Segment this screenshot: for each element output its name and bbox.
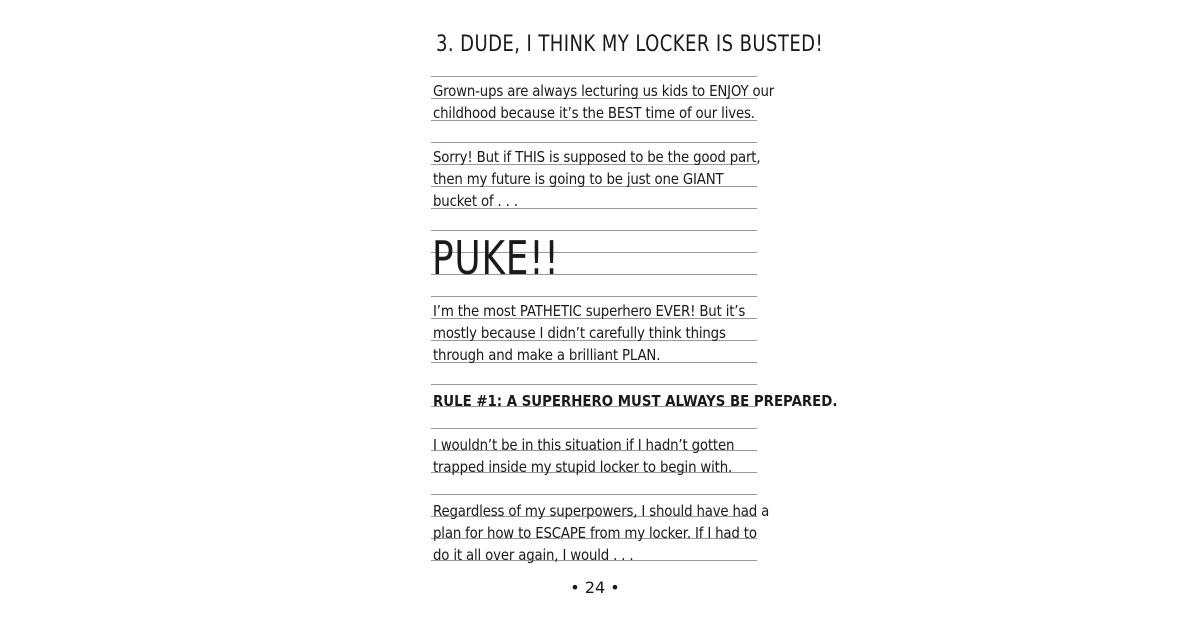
paragraph-5-line-3: do it all over again, I would . . . (433, 546, 634, 564)
rule-heading: RULE #1: A SUPERHERO MUST ALWAYS BE PREPARED. (433, 392, 838, 410)
paragraph-3-line-3: through and make a brilliant PLAN. (433, 346, 661, 364)
paragraph-1-line-1: Grown-ups are always lecturing us kids to ENJOY our (433, 82, 775, 100)
paragraph-5-line-1: Regardless of my superpowers, I should have had a (433, 502, 770, 520)
paragraph-4-line-2: trapped inside my stupid locker to begin with. (433, 458, 733, 476)
ruled-line (431, 428, 757, 429)
paragraph-4-line-1: I wouldn’t be in this situation if I hadn’t gotten (433, 436, 735, 454)
paragraph-2-line-2: then my future is going to be just one GIANT (433, 170, 724, 188)
paragraph-2-line-3: bucket of . . . (433, 192, 518, 210)
ruled-line (431, 494, 757, 495)
ruled-line (431, 296, 757, 297)
ruled-line (431, 142, 757, 143)
exclamation-heading: PUKE!! (432, 231, 560, 285)
paragraph-2-line-1: Sorry! But if THIS is supposed to be the good part, (433, 148, 761, 166)
chapter-title: 3. DUDE, I THINK MY LOCKER IS BUSTED! (436, 32, 824, 57)
ruled-line (431, 76, 757, 77)
paragraph-3-line-1: I’m the most PATHETIC superhero EVER! But it’s (433, 302, 746, 320)
page-number: • 24 • (570, 578, 620, 597)
ruled-line (431, 384, 757, 385)
paragraph-3-line-2: mostly because I didn’t carefully think things (433, 324, 726, 342)
paragraph-1-line-2: childhood because it’s the BEST time of our lives. (433, 104, 755, 122)
paragraph-5-line-2: plan for how to ESCAPE from my locker. If I had to (433, 524, 757, 542)
